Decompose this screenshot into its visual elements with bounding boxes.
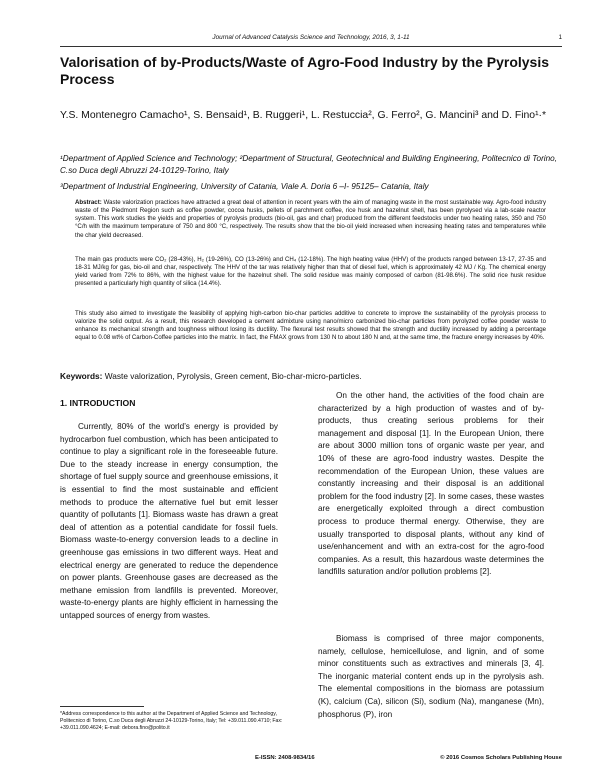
abstract-paragraph-1 bbox=[75, 199, 546, 240]
author-list: Y.S. Montenegro Camacho¹, S. Bensaid¹, B. Ruggeri¹, L. Restuccia², G. Ferro², G. Mancini³ and D. Fino¹·* bbox=[60, 110, 547, 121]
body-paragraph: Currently, 80% of the world’s energy is provided by hydrocarbon fuel combustion, which has been anticipated to continue to play a significant role in the foreseeable future. Due to the steady increase in energy consumption, the shortage of fuel supply source and greenhouse emissions, it is essential to find the most sustainable and efficient methods to produce the alternative fuel but emit lesser quantity of pollutants [1]. Biomass waste has drawn a great deal of attention as a potential candidate for fossil fuels. Biomass waste-to-energy conversion leads to a decline in greenhouse gas emissions in two different ways. Heat and electrical energy are generated to reduce the dependence on power plants. Greenhouse gases are decreased as the methane emission from landfills is prevented. Moreover, waste-to-energy plants are highly efficient in harnessing the untapped sources of energy from wastes. bbox=[60, 422, 279, 620]
journal-citation: Journal of Advanced Catalysis Science and Technology, 2016, 3, 1-11 bbox=[212, 34, 410, 41]
section-heading-introduction: 1. INTRODUCTION bbox=[60, 398, 136, 408]
issn: E-ISSN: 2408-9834/16 bbox=[255, 755, 315, 761]
running-header bbox=[60, 34, 562, 46]
paper-title: Valorisation of by-Products/Waste of Agro-Food Industry by the Pyrolysis Process bbox=[60, 54, 550, 87]
keywords-text: Waste valorization, Pyrolysis, Green cement, Bio-char-micro-particles. bbox=[104, 371, 362, 381]
abstract-paragraph-3: This study also aimed to investigate the feasibility of applying high-carbon bio-char particles additive to concrete to improve the sustainability of the pyrolysis process to valorize the solid output. As a result, this research developed a cement admixture using nano/micro carbonized bio-char particles from pyrolyzed coffee powder waste to enhance its mechanical strength and toughness without losing its ductility. The flexural test results showed that the strength and ductility increased by adding a percentage equal to 0.08 wt% of Carbon-Coffee particles into the matrix. In fact, the FMAX grows from 130 N to about 180 N and, at the same time, the fracture energy increases by 40%. bbox=[75, 310, 546, 342]
footnote-rule bbox=[60, 706, 144, 707]
correspondence-footnote: *Address correspondence to this author at the Department of Applied Science and Technology, Politecnico di Torino, C.so Duca degli Abruzzi 24-10129-Torino, Italy; Tel: +39.011.090.4710; Fax: +39.011.090.4624; E-mail: debora.fino@polito.it bbox=[60, 711, 283, 731]
abstract-label: Abstract: bbox=[75, 199, 102, 206]
affiliation-1: ¹Department of Applied Science and Technology; ²Department of Structural, Geotechnical and Building Engineering, Politecnico di Torino, C.so Duca degli Abruzzi 24-10129-Torino, Italy bbox=[60, 154, 557, 175]
right-column-bottom bbox=[318, 633, 544, 721]
left-column bbox=[60, 421, 278, 623]
right-column-top bbox=[318, 390, 544, 579]
body-paragraph: Biomass is comprised of three major components, namely, cellulose, hemicellulose, and lignin, and of some minor constituents such as extractives and minerals [3, 4]. The inorganic material content ends up in the pyrolysis ash. The elemental compositions in the biomass are potassium (K), calcium (Ca), silicon (Si), sodium (Na), manganese (Mn), phosphorus (P), iron bbox=[318, 634, 544, 719]
keywords bbox=[60, 371, 562, 381]
body-paragraph: On the other hand, the activities of the food chain are characterized by a high production of wastes and of by-products, thus creating serious problems for their management and disposal [1]. In the European Union, there are about 3000 million tons of organic waste per year, and 10% of these are agro-food industry wastes. Despite the recommendation of the European Union, these values are constantly increasing and their disposal is an additional problem for the food industry [2]. In some cases, these wastes are energetically exploited through a direct combustion process to produce thermal energy. Otherwise, they are usually transported to disposal plants, without any kind of use/enhancement and with an extra-cost for the agro-food companies. As a result, this hazardous waste determines the landfills saturation and/or pollution problems [2]. bbox=[318, 391, 544, 577]
page-number: 1 bbox=[558, 34, 562, 41]
keywords-label: Keywords: bbox=[60, 371, 103, 381]
abstract-paragraph-2: The main gas products were CO₂ (28-43%), H₂ (19-26%), CO (13-26%) and CH₄ (12-18%). The high heating value (HHV) of the products ranged between 13-17, 27-35 and 18-31 MJ/kg for gas, bio-oil and char, respectively. The HHV of the tar was relatively higher than that of diesel fuel, which is approximately 42 MJ / Kg. The chemical energy yield varied from 72% to 86%, with the highest value for the hazelnut shell. The solid residue was mainly composed of carbon (81-98.6%). The solid rice husk residue presented a particularly high quantity of silica (14.4%). bbox=[75, 256, 546, 288]
header-rule bbox=[60, 46, 562, 47]
copyright: © 2016 Cosmos Scholars Publishing House bbox=[440, 755, 562, 761]
affiliation-2: ³Department of Industrial Engineering, University of Catania, Viale A. Doria 6 –I- 95125– Catania, Italy bbox=[60, 182, 429, 191]
abstract-text-1: Waste valorization practices have attracted a great deal of attention in recent years with the aim of managing waste in the most sustainable way. Agro-food industry waste of the Piedmont Region such as coffee powder, cocoa husks, pellets of parchment coffee, rice husk and hazelnut shell, has been pyrolysed via a lab-scale reactor system. This work studies the yields and properties of pyrolysis products (bio-oil, gas and char) produced from the different feedstocks under two heating rates, 350 and 750 °C/h with the maximum temperature of 750 and 800 °C, respectively. The results show that the bio-oil yield increased when increasing heating rates and temperatures while the char yield decreased. bbox=[75, 199, 546, 239]
